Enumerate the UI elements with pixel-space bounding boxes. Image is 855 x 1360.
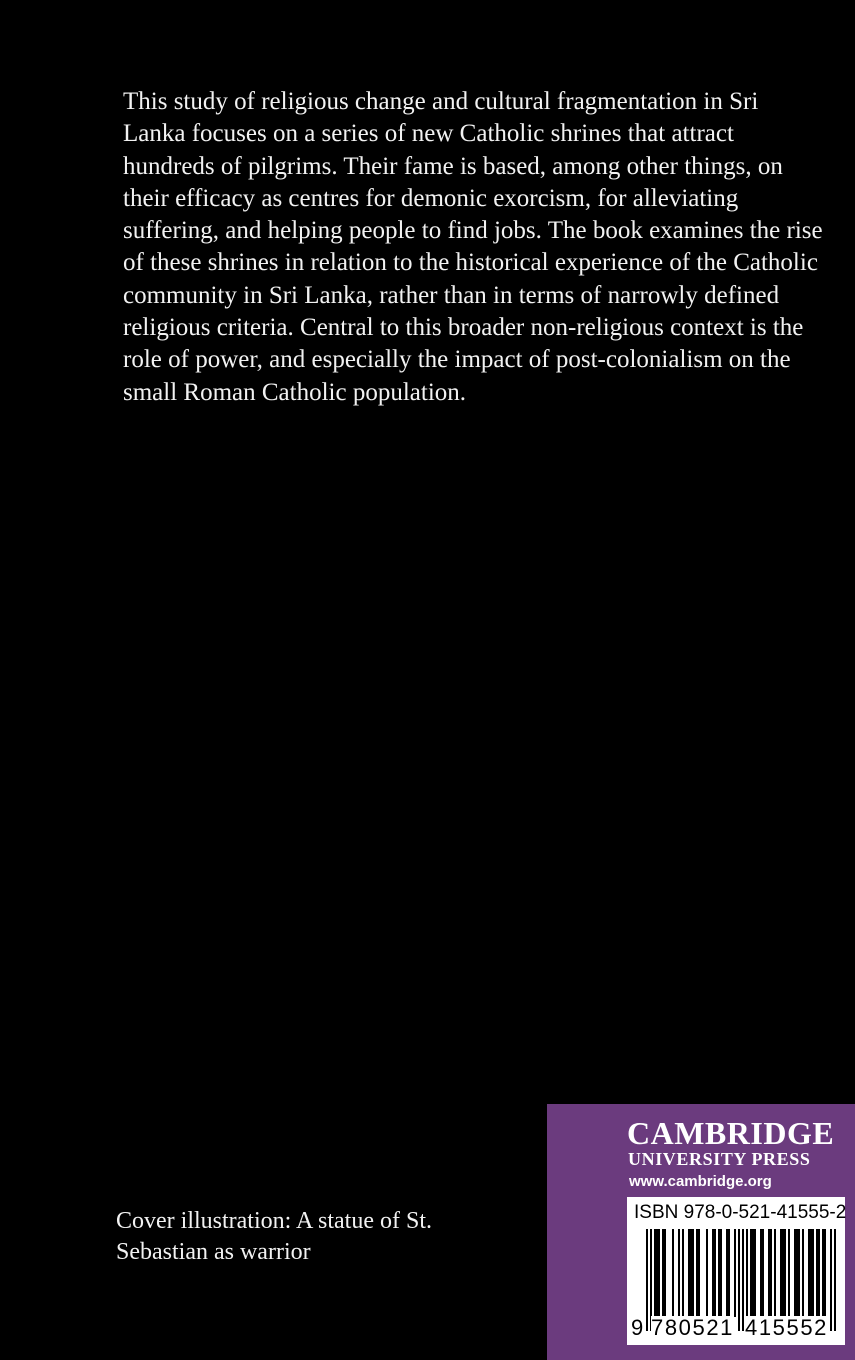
publisher-url: www.cambridge.org: [629, 1173, 772, 1190]
barcode-bar: [824, 1229, 826, 1317]
barcode-digits-right: 415552: [745, 1315, 829, 1340]
barcode-digit-lead: 9: [631, 1315, 644, 1340]
barcode-bar: [664, 1229, 666, 1317]
barcode-bar: [834, 1229, 836, 1331]
cover-illustration-credit: [116, 1206, 516, 1268]
barcode-bar: [712, 1229, 714, 1317]
barcode-bar: [760, 1229, 762, 1317]
barcode-bar: [720, 1229, 722, 1317]
barcode-bar: [738, 1229, 740, 1331]
barcode-bar: [754, 1229, 756, 1317]
barcode-bar: [750, 1229, 752, 1317]
barcode-bar: [678, 1229, 680, 1317]
barcode-bar: [794, 1229, 796, 1317]
isbn-barcode: [627, 1197, 845, 1345]
barcode-bar: [692, 1229, 694, 1317]
barcode-bar: [770, 1229, 772, 1317]
barcode-bar: [808, 1229, 810, 1317]
barcode-bar: [726, 1229, 728, 1317]
barcode-bar: [798, 1229, 800, 1317]
barcode-bar: [796, 1229, 798, 1317]
publisher-panel: [547, 1104, 855, 1360]
barcode-bar: [788, 1229, 790, 1317]
barcode-bar: [718, 1229, 720, 1317]
barcode-bar: [672, 1229, 674, 1317]
back-cover-blurb: This study of religious change and cultural fragmentation in Sri Lanka focuses on a series of new Catholic shrines that attract hundreds of pilgrims. Their fame is based, among other things, on their efficacy as centres for demonic exorcism, for alleviating suffering, and helping people to find jobs. The book examines the rise of these shrines in relation to the historical experience of the Catholic community in Sri Lanka, rather than in terms of narrowly defined religious criteria. Central to this broader non-religious context is the role of power, and especially the impact of post-colonialism on the small Roman Catholic population.: [123, 88, 823, 406]
barcode-bar: [698, 1229, 700, 1317]
publisher-subname: UNIVERSITY PRESS: [628, 1149, 811, 1169]
barcode-bar: [656, 1229, 658, 1317]
barcode-bar: [654, 1229, 656, 1317]
barcode-digits-left: 780521: [651, 1315, 735, 1340]
barcode-bar: [696, 1229, 698, 1317]
publisher-name: CAMBRIDGE: [627, 1115, 835, 1151]
barcode-bar: [816, 1229, 818, 1317]
barcode-bar: [690, 1229, 692, 1317]
barcode-bar: [784, 1229, 786, 1317]
barcode-bar: [752, 1229, 754, 1317]
barcode-bar: [810, 1229, 812, 1317]
barcode-bar: [762, 1229, 764, 1317]
barcode-bar: [830, 1229, 832, 1331]
barcode-bar: [662, 1229, 664, 1317]
isbn-label: ISBN 978-0-521-41555-2: [634, 1202, 847, 1223]
barcode-bar: [714, 1229, 716, 1317]
cover-credit-line-2: Sebastian as warrior: [116, 1239, 311, 1265]
barcode-bar: [706, 1229, 708, 1317]
barcode-bar: [818, 1229, 820, 1317]
barcode-bar: [734, 1229, 736, 1317]
barcode-bar: [728, 1229, 730, 1317]
barcode-bar: [822, 1229, 824, 1317]
barcode-bar: [658, 1229, 660, 1317]
barcode-bar: [774, 1229, 776, 1317]
barcode-bar: [780, 1229, 782, 1317]
barcode-bar: [782, 1229, 784, 1317]
barcode-bar: [768, 1229, 770, 1317]
barcode-bar: [688, 1229, 690, 1317]
barcode-bar: [802, 1229, 804, 1317]
barcode-bar: [746, 1229, 748, 1317]
barcode-bar: [682, 1229, 684, 1317]
barcode-bar: [812, 1229, 814, 1317]
cover-credit-line-1: Cover illustration: A statue of St.: [116, 1208, 432, 1234]
barcode-bar: [742, 1229, 744, 1331]
barcode-bar: [646, 1229, 648, 1331]
